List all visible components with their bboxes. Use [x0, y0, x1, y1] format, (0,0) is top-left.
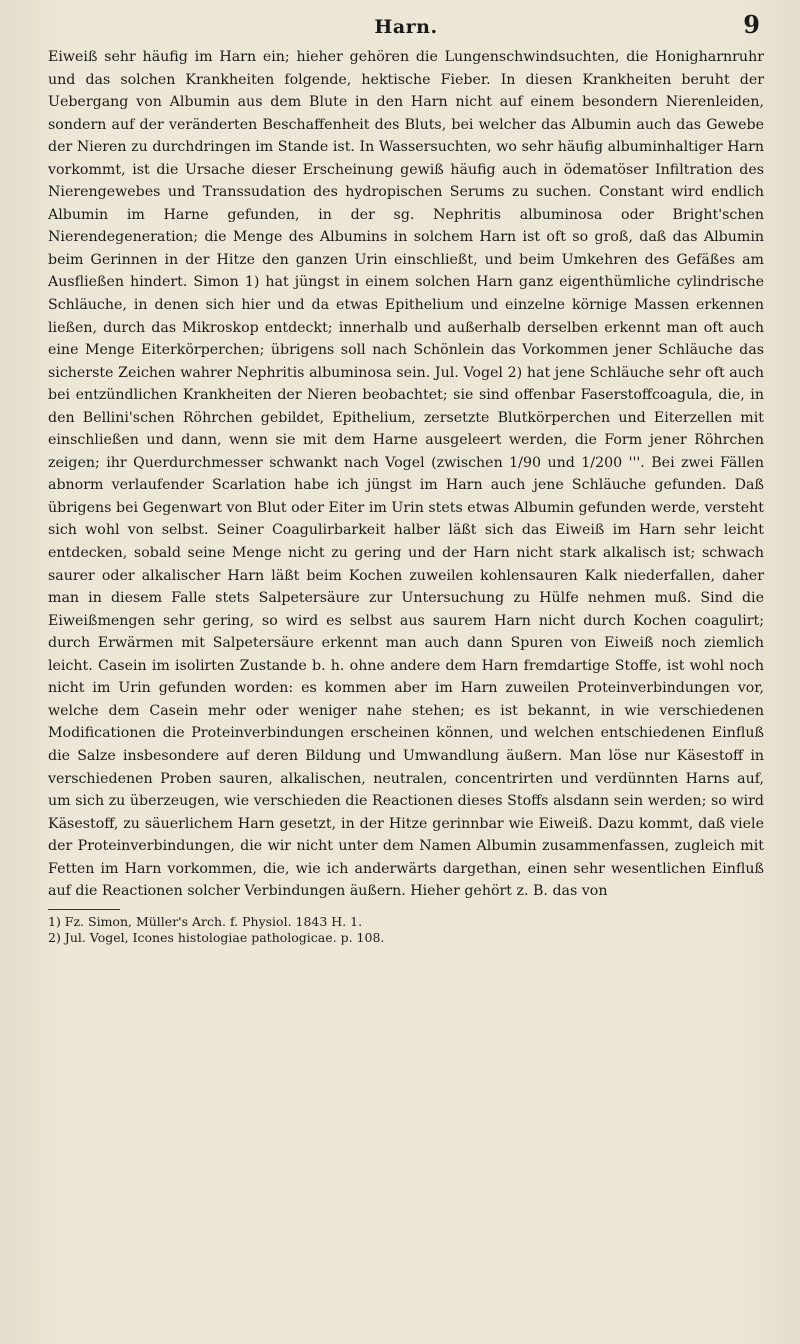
page-header — [48, 10, 764, 38]
body-paragraph: Eiweiß sehr häufig im Harn ein; hieher gehören die Lungenschwindsuchten, die Honigharnruhr und das solchen Krankheiten folgende, hektische Fieber. In diesen Krankheiten beruht der Uebergang von Albumin aus dem Blute in den Harn nicht auf einem besondern Nierenleiden, sondern auf der veränderten Beschaffenheit des Bluts, bei welcher das Albumin auch das Gewebe der Nieren zu durchdringen im Stande ist. In Wassersuchten, wo sehr häufig albuminhaltiger Harn vorkommt, ist die Ursache dieser Erscheinung gewiß häufig auch in ödematöser Infiltration des Nierengewebes und Transsudation des hydropischen Serums zu suchen. Constant wird endlich Albumin im Harne gefunden, in der sg. Nephritis albuminosa oder Bright'schen Nierendegeneration; die Menge des Albumins in solchem Harn ist oft so groß, daß das Albumin beim Gerinnen in der Hitze den ganzen Urin einschließt, und beim Umkehren des Gefäßes am Ausfließen hindert. Simon 1) hat jüngst in einem solchen Harn ganz eigenthümliche cylindrische Schläuche, in denen sich hier und da etwas Epithelium und einzelne körnige Massen erkennen ließen, durch das Mikroskop entdeckt; innerhalb und außerhalb derselben erkennt man oft auch eine Menge Eiterkörperchen; übrigens soll nach Schönlein das Vorkommen jener Schläuche das sicherste Zeichen wahrer Nephritis albuminosa sein. Jul. Vogel 2) hat jene Schläuche sehr oft auch bei entzündlichen Krankheiten der Nieren beobachtet; sie sind offenbar Faserstoffcoagula, die, in den Bellini'schen Röhrchen gebildet, Epithelium, zersetzte Blutkörperchen und Eiterzellen mit einschließen und dann, wenn sie mit dem Harne ausgeleert werden, die Form jener Röhrchen zeigen; ihr Querdurchmesser schwankt nach Vogel (zwischen 1/90 und 1/200 '''. Bei zwei Fällen abnorm verlaufender Scarlation habe ich jüngst im Harn auch jene Schläuche gefunden. Daß übrigens bei Gegenwart von Blut oder Eiter im Urin stets etwas Albumin gefunden werde, versteht sich wohl von selbst. Seiner Coagulirbarkeit halber läßt sich das Eiweiß im Harn sehr leicht entdecken, sobald seine Menge nicht zu gering und der Harn nicht stark alkalisch ist; schwach saurer oder alkalischer Harn läßt beim Kochen zuweilen kohlensauren Kalk niederfallen, daher man in diesem Falle stets Salpetersäure zur Untersuchung zu Hülfe nehmen muß. Sind die Eiweißmengen sehr gering, so wird es selbst aus saurem Harn nicht durch Kochen coagulirt; durch Erwärmen mit Salpetersäure erkennt man auch dann Spuren von Eiweiß noch ziemlich leicht. Casein im isolirten Zustande b. h. ohne andere dem Harn fremdartige Stoffe, ist wohl noch nicht im Urin gefunden worden: es kommen aber im Harn zuweilen Proteinverbindungen vor, welche dem Casein mehr oder weniger nahe stehen; es ist bekannt, in wie verschiedenen Modificationen die Proteinverbindungen erscheinen können, und welchen entschiedenen Einfluß die Salze insbesondere auf deren Bildung und Umwandlung äußern. Man löse nur Käsestoff in verschiedenen Proben sauren, alkalischen, neutralen, concentrirten und verdünnten Harns auf, um sich zu überzeugen, wie verschieden die Reactionen dieses Stoffs alsdann sein werden; so wird Käsestoff, zu säuerlichem Harn gesetzt, in der Hitze gerinnbar wie Eiweiß. Dazu kommt, daß viele der Proteinverbindungen, die wir nicht unter dem Namen Albumin zusammenfassen, zugleich mit Fetten im Harn vorkommen, die, wie ich anderwärts dargethan, einen sehr wesentlichen Einfluß auf die Reactionen solcher Verbindungen äußern. Hieher gehört z. B. das von — [48, 49, 764, 900]
page-number: 9 — [743, 10, 760, 39]
footnotes — [48, 914, 764, 946]
footnote-rule — [48, 909, 120, 910]
running-title: Harn. — [374, 16, 438, 38]
body-text — [48, 46, 764, 903]
footnote-2: 2) Jul. Vogel, Icones histologiae pathologicae. p. 108. — [48, 929, 385, 945]
footnote-1: 1) Fz. Simon, Müller's Arch. f. Physiol. 1843 H. 1. — [48, 913, 363, 929]
